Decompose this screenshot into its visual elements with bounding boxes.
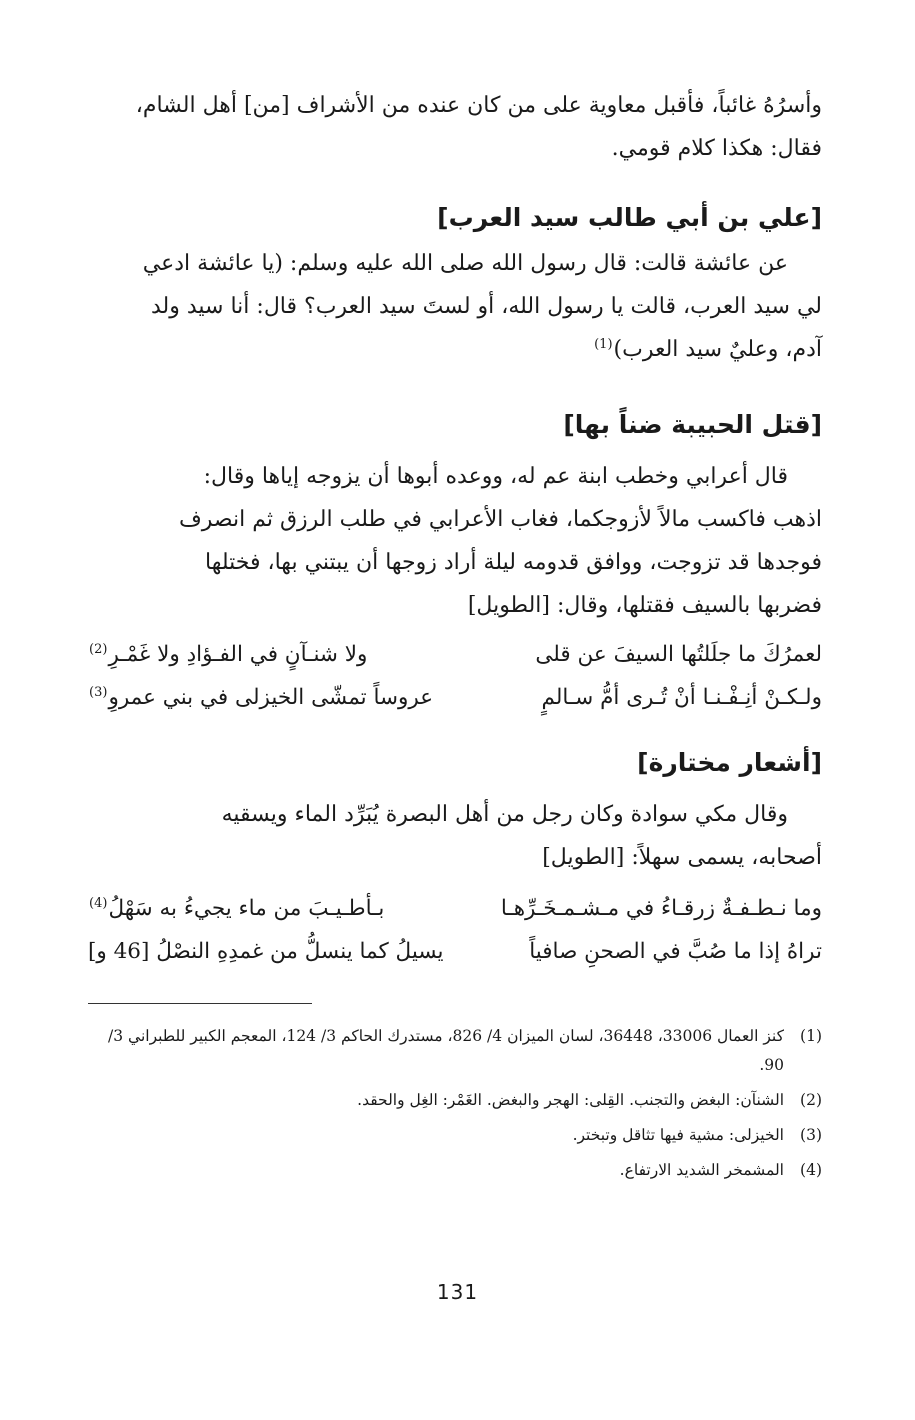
verse-second-hemistich bbox=[88, 887, 384, 930]
verse-line bbox=[88, 633, 822, 676]
verse-first-hemistich: وما نـطـفـةٌ زرقـاءُ في مـشـمـخَـرِّهـا bbox=[500, 896, 822, 921]
verse-line bbox=[88, 930, 822, 973]
footnotes bbox=[88, 1022, 822, 1185]
footnote-ref-2: (2) bbox=[89, 641, 108, 657]
hemistich-text: عروساً تمشّى الخيزلى في بني عمروِ bbox=[108, 685, 434, 710]
story-line-4: فضربها بالسيف فقتلها، وقال: [الطويل] bbox=[467, 593, 822, 618]
story-line-2: اذهب فاكسب مالاً لأزوجكما، فغاب الأعرابي في طلب الرزق ثم انصرف bbox=[178, 507, 822, 532]
verse-second-hemistich bbox=[88, 633, 367, 676]
hadith-line-3-text: آدم، وعليٌ سيد العرب) bbox=[613, 337, 822, 362]
verse-first-hemistich: تراهُ إذا ما صُبَّ في الصحنِ صافياً bbox=[529, 939, 822, 964]
footnote-ref-3: (3) bbox=[89, 684, 108, 700]
page-number: 131 bbox=[436, 1280, 479, 1304]
hadith-line-2: لي سيد العرب، قالت يا رسول الله، أو لستَ سيد العرب؟ قال: أنا سيد ولد bbox=[151, 294, 822, 319]
footnote-text: المشمخر الشديد الارتفاع. bbox=[619, 1161, 784, 1179]
footnote-ref-1: (1) bbox=[594, 336, 613, 352]
footnote-number: (1) bbox=[800, 1027, 822, 1045]
footnote-text: الخيزلى: مشية فيها تثاقل وتبختر. bbox=[572, 1126, 784, 1144]
footnote-text: الشنآن: البغض والتجنب. القِلى: الهجر والبغض. الغَمْر: الغِل والحقد. bbox=[357, 1091, 784, 1109]
verse-line bbox=[88, 887, 822, 930]
footnote-number: (3) bbox=[800, 1126, 822, 1144]
verse-first-hemistich: ولـكـنْ أنِـفْـنـا أنْ تُـرى أمُّ سـالمٍ bbox=[541, 685, 822, 710]
footnote-item bbox=[88, 1086, 822, 1115]
footnote-number: (4) bbox=[800, 1161, 822, 1179]
footnote-text: كنز العمال 33006، 36448، لسان الميزان 4/ 826، مستدرك الحاكم 3/ 124، المعجم الكبير للطبراني 3/ 90. bbox=[108, 1027, 784, 1074]
verse-second-hemistich: يسيلُ كما ينسلُّ من غمدِهِ النصْلُ [46 و] bbox=[88, 939, 444, 964]
verse-line bbox=[88, 676, 822, 719]
page-body bbox=[88, 84, 822, 1185]
hemistich-text: بـأطـيـبَ من ماء يجيءُ به سَهْلُ bbox=[108, 896, 385, 921]
story-line-1: قال أعرابي وخطب ابنة عم له، ووعده أبوها أن يزوجه إياها وقال: bbox=[203, 464, 788, 489]
story-line-3: فوجدها قد تزوجت، ووافق قدومه ليلة أراد زوجها أن يبتني بها، فختلها bbox=[205, 550, 822, 575]
verse-first-hemistich: لعمرُكَ ما جلَلتُها السيفَ عن قلى bbox=[535, 642, 822, 667]
footnote-ref-4: (4) bbox=[89, 895, 108, 911]
section-heading-beloved: [قتل الحبيبة ضناً بها] bbox=[563, 410, 822, 439]
section-heading-ali: [علي بن أبي طالب سيد العرب] bbox=[437, 203, 822, 232]
footnote-number: (2) bbox=[800, 1091, 822, 1109]
hadith-line-1: عن عائشة قالت: قال رسول الله صلى الله عليه وسلم: (يا عائشة ادعي bbox=[142, 251, 788, 276]
section-heading-poems: [أشعار مختارة] bbox=[637, 748, 822, 777]
poem-intro-line-2: أصحابه، يسمى سهلاً: [الطويل] bbox=[542, 845, 822, 870]
hadith-line-3 bbox=[88, 328, 822, 371]
footnote-item bbox=[88, 1121, 822, 1150]
hemistich-text: ولا شنـآنٍ في الفـؤادِ ولا غَمْـرِ bbox=[108, 642, 368, 667]
poem-intro-line-1: وقال مكي سوادة وكان رجل من أهل البصرة يُبَرِّد الماء ويسقيه bbox=[221, 802, 788, 827]
footnote-item bbox=[88, 1156, 822, 1185]
footnote-item bbox=[88, 1022, 822, 1080]
verse-second-hemistich bbox=[88, 676, 433, 719]
intro-line-1: وأسرُهُ غائباً، فأقبل معاوية على من كان عنده من الأشراف [من] أهل الشام، bbox=[135, 93, 822, 118]
footnote-divider bbox=[88, 1003, 312, 1004]
intro-line-2: فقال: هكذا كلام قومي. bbox=[611, 136, 822, 161]
